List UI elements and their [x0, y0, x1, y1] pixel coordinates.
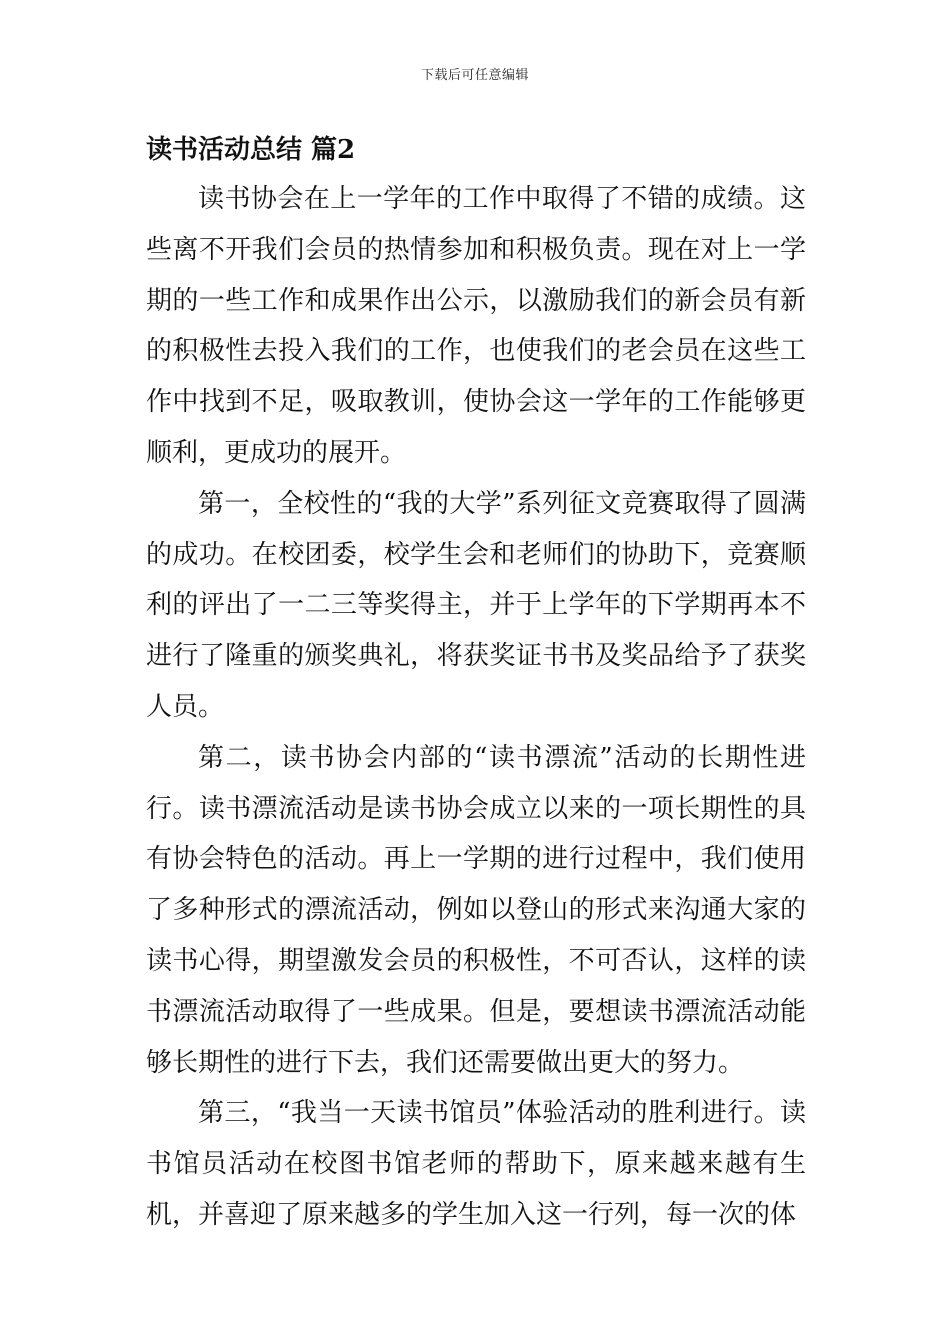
- header-note: 下载后可任意编辑: [420, 68, 529, 83]
- document-title: 读书活动总结 篇2: [146, 135, 356, 165]
- paragraph-first: 第一，全校性的“我的大学”系列征文竞赛取得了圆满的成功。在校团委，校学生会和老师们的协助下，竞赛顺利的评出了一二三等奖得主，并于上学年的下学期再本不进行了隆重的颁奖典礼，将获奖证书书及奖品给予了获奖人员。: [146, 488, 806, 722]
- paragraph-third: 第三，“我当一天读书馆员”体验活动的胜利进行。读书馆员活动在校图书馆老师的帮助下，原来越来越有生机，并喜迎了原来越多的学生加入这一行列，每一次的体: [146, 1098, 806, 1230]
- paragraph-second: 第二，读书协会内部的“读书漂流”活动的长期性进行。读书漂流活动是读书协会成立以来的一项长期性的具有协会特色的活动。再上一学期的进行过程中，我们使用了多种形式的漂流活动，例如以登山的形式来沟通大家的读书心得，期望激发会员的积极性，不可否认，这样的读书漂流活动取得了一些成果。但是，要想读书漂流活动能够长期性的进行下去，我们还需要做出更大的努力。: [146, 742, 806, 1078]
- document-body: [146, 126, 806, 1241]
- paragraph-intro: 读书协会在上一学年的工作中取得了不错的成绩。这些离不开我们会员的热情参加和积极负责。现在对上一学期的一些工作和成果作出公示，以激励我们的新会员有新的积极性去投入我们的工作，也使我们的老会员在这些工作中找到不足，吸取教训，使协会这一学年的工作能够更顺利，更成功的展开。: [146, 184, 806, 468]
